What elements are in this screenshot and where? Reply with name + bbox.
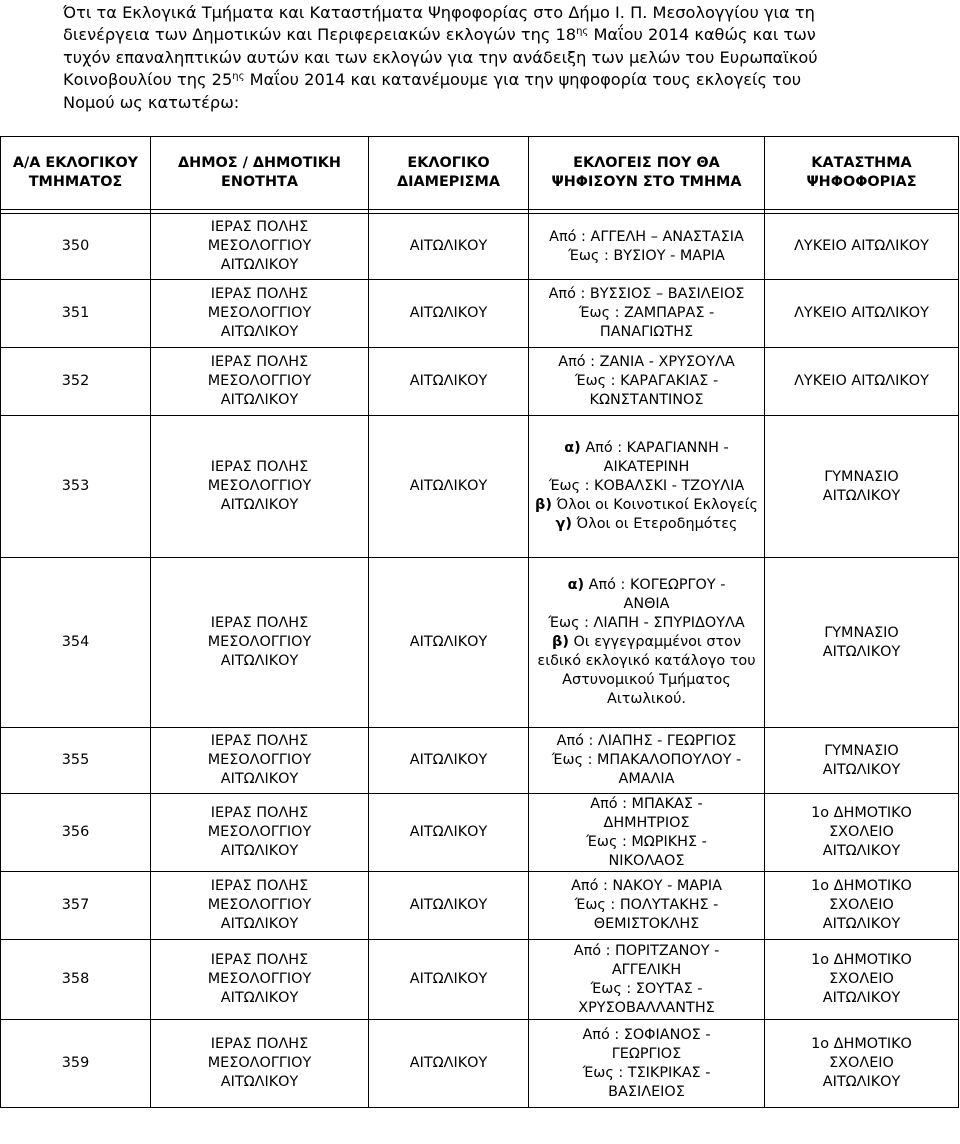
voters-line: [533, 652, 760, 671]
municipality-line: ΙΕΡΑΣ ΠΟΛΗΣ: [210, 354, 309, 370]
district-cell: ΑΙΤΩΛΙΚΟΥ: [369, 416, 529, 558]
municipality-line: ΙΕΡΑΣ ΠΟΛΗΣ: [210, 286, 309, 302]
municipality-cell: [151, 1020, 369, 1108]
municipality-line: ΙΕΡΑΣ ΠΟΛΗΣ: [210, 805, 309, 821]
municipality-cell: [151, 214, 369, 280]
list-marker: β): [552, 634, 569, 650]
municipality-line: ΜΕΣΟΛΟΓΓΙΟΥ: [207, 971, 312, 987]
list-marker: α): [564, 440, 581, 456]
district-cell: ΑΙΤΩΛΙΚΟΥ: [369, 348, 529, 416]
voters-cell: [529, 728, 765, 794]
table-row: [1, 940, 959, 1020]
polling-place-line: ΑΙΤΩΛΙΚΟΥ: [822, 843, 901, 859]
header-diamerisma: ΕΚΛΟΓΙΚΟ ΔΙΑΜΕΡΙΣΜΑ: [369, 137, 529, 210]
list-marker: β): [535, 497, 552, 513]
municipality-line: ΙΕΡΑΣ ΠΟΛΗΣ: [210, 459, 309, 475]
voters-line: [533, 515, 760, 534]
polling-place-cell: [765, 280, 959, 348]
section-number-cell: 358: [1, 940, 151, 1020]
voters-text: ΠΑΝΑΓΙΩΤΗΣ: [599, 324, 694, 340]
municipality-line: ΑΙΤΩΛΙΚΟΥ: [220, 257, 299, 273]
voters-line: [533, 795, 760, 814]
polling-stations-table: [0, 136, 959, 1108]
voters-line: [533, 1083, 760, 1102]
voters-text: Έως : ΣΟΥΤΑΣ -: [590, 980, 703, 997]
voters-text: ΑΜΑΛΙΑ: [618, 771, 675, 787]
table-header-row: [1, 137, 959, 210]
municipality-cell: [151, 728, 369, 794]
voters-line: [533, 496, 760, 515]
table-row: [1, 558, 959, 728]
voters-line: [533, 228, 760, 247]
voters-line: [533, 304, 760, 323]
voters-line: [533, 633, 760, 652]
table-row: [1, 794, 959, 872]
table-row: [1, 1020, 959, 1108]
voters-line: [533, 751, 760, 770]
intro-paragraph: [63, 2, 943, 114]
section-number-cell: 350: [1, 214, 151, 280]
voters-text: Από : ΝΑΚΟΥ - ΜΑΡΙΑ: [571, 878, 722, 894]
voters-text: Έως : ΜΩΡΙΚΗΣ -: [586, 833, 707, 850]
header-katastima: ΚΑΤΑΣΤΗΜΑ ΨΗΦΟΦΟΡΙΑΣ: [765, 137, 959, 210]
voters-text: Από : ΛΙΑΠΗΣ - ΓΕΩΡΓΙΟΣ: [556, 733, 737, 749]
polling-place-line: ΓΥΜΝΑΣΙΟ: [824, 468, 899, 485]
municipality-line: ΜΕΣΟΛΟΓΓΙΟΥ: [207, 1055, 312, 1071]
polling-place-line: ΣΧΟΛΕΙΟ: [829, 1055, 894, 1071]
municipality-line: ΑΙΤΩΛΙΚΟΥ: [220, 843, 299, 859]
polling-place-line: ΛΥΚΕΙΟ ΑΙΤΩΛΙΚΟΥ: [794, 305, 929, 321]
polling-place-cell: [765, 940, 959, 1020]
municipality-line: ΑΙΤΩΛΙΚΟΥ: [220, 497, 299, 513]
district-cell: ΑΙΤΩΛΙΚΟΥ: [369, 280, 529, 348]
municipality-cell: [151, 348, 369, 416]
voters-line: [533, 833, 760, 852]
polling-place-line: ΓΥΜΝΑΣΙΟ: [824, 624, 899, 641]
polling-place-cell: [765, 416, 959, 558]
municipality-line: ΜΕΣΟΛΟΓΓΙΟΥ: [207, 634, 312, 650]
district-cell: ΑΙΤΩΛΙΚΟΥ: [369, 728, 529, 794]
voters-text: ΧΡΥΣΟΒΑΛΛΑΝΤΗΣ: [578, 999, 715, 1016]
polling-place-line: ΑΙΤΩΛΙΚΟΥ: [822, 643, 901, 660]
voters-line: [533, 852, 760, 871]
municipality-line: ΙΕΡΑΣ ΠΟΛΗΣ: [210, 615, 309, 631]
voters-line: [533, 1064, 760, 1083]
voters-text: ΑΙΚΑΤΕΡΙΝΗ: [603, 459, 690, 475]
intro-line: διενέργεια των Δημοτικών και Περιφερειακών εκλογών της $18^{\eta\varsigma}$ Μαΐου 2014 καθώς και των: [63, 25, 816, 45]
voters-text: Έως : ΒΥΣΙΟΥ - ΜΑΡΙΑ: [568, 247, 725, 264]
voters-text: Από : ΖΑΝΙΑ - ΧΡΥΣΟΥΛΑ: [558, 354, 735, 370]
municipality-line: ΜΕΣΟΛΟΓΓΙΟΥ: [207, 305, 312, 321]
municipality-line: ΜΕΣΟΛΟΓΓΙΟΥ: [207, 897, 312, 913]
voters-text: Αστυνομικού Τμήματος: [562, 672, 731, 688]
table-row: [1, 348, 959, 416]
section-number-cell: 352: [1, 348, 151, 416]
voters-line: [533, 595, 760, 614]
district-cell: ΑΙΤΩΛΙΚΟΥ: [369, 872, 529, 940]
voters-line: [533, 999, 760, 1018]
polling-place-cell: [765, 1020, 959, 1108]
polling-place-line: 1ο ΔΗΜΟΤΙΚΟ: [811, 952, 912, 968]
voters-line: [533, 732, 760, 751]
voters-text: ΓΕΩΡΓΙΟΣ: [611, 1045, 682, 1062]
municipality-line: ΑΙΤΩΛΙΚΟΥ: [220, 916, 299, 932]
polling-place-cell: [765, 558, 959, 728]
list-marker: α): [567, 577, 585, 593]
polling-place-line: ΑΙΤΩΛΙΚΟΥ: [822, 990, 901, 1006]
polling-place-line: ΛΥΚΕΙΟ ΑΙΤΩΛΙΚΟΥ: [794, 373, 929, 389]
voters-line: [533, 1026, 760, 1045]
header-aa: Α/Α ΕΚΛΟΓΙΚΟΥ ΤΜΗΜΑΤΟΣ: [1, 137, 151, 210]
voters-line: [533, 915, 760, 934]
voters-text: Έως : ΚΟΒΑΛΣΚΙ - ΤΖΟΥΛΙΑ: [548, 478, 745, 494]
voters-text: Από : ΒΥΣΣΙΟΣ – ΒΑΣΙΛΕΙΟΣ: [548, 286, 745, 302]
voters-line: [533, 877, 760, 896]
municipality-line: ΙΕΡΑΣ ΠΟΛΗΣ: [210, 878, 309, 894]
voters-line: [533, 323, 760, 342]
section-number-cell: 353: [1, 416, 151, 558]
voters-cell: [529, 872, 765, 940]
voters-cell: [529, 794, 765, 872]
voters-line: [533, 814, 760, 833]
voters-text: Από : ΚΑΡΑΓΙΑΝΝΗ -: [580, 440, 729, 456]
polling-place-line: ΑΙΤΩΛΙΚΟΥ: [822, 916, 901, 932]
municipality-line: ΑΙΤΩΛΙΚΟΥ: [220, 324, 299, 340]
polling-place-cell: [765, 872, 959, 940]
table-row: [1, 416, 959, 558]
voters-text: Έως : ΜΠΑΚΑΛΟΠΟΥΛΟΥ -: [551, 752, 742, 768]
polling-place-cell: [765, 214, 959, 280]
voters-text: ΑΝΘΙΑ: [623, 596, 670, 612]
polling-place-line: ΣΧΟΛΕΙΟ: [829, 971, 894, 987]
voters-line: [533, 391, 760, 410]
polling-place-cell: [765, 728, 959, 794]
polling-place-line: 1ο ΔΗΜΟΤΙΚΟ: [811, 878, 912, 894]
municipality-line: ΑΙΤΩΛΙΚΟΥ: [220, 990, 299, 1006]
municipality-line: ΑΙΤΩΛΙΚΟΥ: [220, 1074, 299, 1090]
polling-place-line: ΣΧΟΛΕΙΟ: [829, 824, 894, 840]
table-row: [1, 728, 959, 794]
voters-cell: [529, 348, 765, 416]
voters-line: [533, 372, 760, 391]
voters-text: Από : ΜΠΑΚΑΣ -: [590, 795, 703, 812]
voters-line: [533, 980, 760, 999]
voters-text: Έως : ΚΑΡΑΓΑΚΙΑΣ -: [574, 373, 719, 389]
polling-place-line: ΑΙΤΩΛΙΚΟΥ: [822, 1074, 901, 1090]
header-voters: ΕΚΛΟΓΕΙΣ ΠΟΥ ΘΑ ΨΗΦΙΣΟΥΝ ΣΤΟ ΤΜΗΜΑ: [529, 137, 765, 210]
polling-place-cell: [765, 794, 959, 872]
list-marker: γ): [555, 516, 572, 532]
municipality-line: ΜΕΣΟΛΟΓΓΙΟΥ: [207, 752, 312, 768]
municipality-line: ΑΙΤΩΛΙΚΟΥ: [220, 653, 299, 669]
voters-text: Οι εγγεγραμμένοι στον: [568, 634, 741, 650]
voters-text: Αιτωλικού.: [606, 691, 686, 707]
voters-text: Όλοι οι Κοινοτικοί Εκλογείς: [551, 497, 758, 513]
voters-text: Από : ΣΟΦΙΑΝΟΣ -: [582, 1026, 711, 1043]
district-cell: ΑΙΤΩΛΙΚΟΥ: [369, 794, 529, 872]
district-cell: ΑΙΤΩΛΙΚΟΥ: [369, 1020, 529, 1108]
district-cell: ΑΙΤΩΛΙΚΟΥ: [369, 940, 529, 1020]
voters-text: ΚΩΝΣΤΑΝΤΙΝΟΣ: [589, 392, 704, 408]
voters-text: Έως : ΤΣΙΚΡΙΚΑΣ -: [582, 1064, 711, 1081]
section-number-cell: 355: [1, 728, 151, 794]
polling-place-cell: [765, 348, 959, 416]
polling-place-line: ΛΥΚΕΙΟ ΑΙΤΩΛΙΚΟΥ: [794, 238, 929, 254]
municipality-line: ΙΕΡΑΣ ΠΟΛΗΣ: [210, 219, 309, 235]
polling-place-line: ΓΥΜΝΑΣΙΟ: [824, 742, 899, 759]
voters-text: ΒΑΣΙΛΕΙΟΣ: [608, 1083, 685, 1100]
voters-cell: [529, 416, 765, 558]
municipality-line: ΙΕΡΑΣ ΠΟΛΗΣ: [210, 1036, 309, 1052]
intro-line: Κοινοβουλίου της $25^{\eta\varsigma}$ Μαΐου 2014 και κατανέμουμε για την ψηφοφορία τους εκλογείς του: [63, 70, 802, 90]
municipality-line: ΑΙΤΩΛΙΚΟΥ: [220, 392, 299, 408]
municipality-line: ΑΙΤΩΛΙΚΟΥ: [220, 771, 299, 787]
voters-text: Έως : ΖΑΜΠΑΡΑΣ -: [578, 305, 715, 321]
voters-line: [533, 439, 760, 458]
voters-line: [533, 576, 760, 595]
voters-cell: [529, 558, 765, 728]
municipality-line: ΜΕΣΟΛΟΓΓΙΟΥ: [207, 824, 312, 840]
municipality-cell: [151, 940, 369, 1020]
polling-place-line: 1ο ΔΗΜΟΤΙΚΟ: [811, 1036, 912, 1052]
municipality-cell: [151, 280, 369, 348]
district-cell: ΑΙΤΩΛΙΚΟΥ: [369, 558, 529, 728]
polling-place-line: ΑΙΤΩΛΙΚΟΥ: [822, 487, 901, 504]
voters-line: [533, 353, 760, 372]
intro-line: Νομού ως κατωτέρω:: [63, 92, 240, 112]
table-body: [1, 210, 959, 1108]
voters-line: [533, 285, 760, 304]
voters-text: Όλοι οι Ετεροδημότες: [571, 516, 738, 532]
section-number-cell: 354: [1, 558, 151, 728]
section-number-cell: 359: [1, 1020, 151, 1108]
voters-cell: [529, 1020, 765, 1108]
voters-line: [533, 247, 760, 266]
table-row: [1, 280, 959, 348]
table-row: [1, 214, 959, 280]
voters-cell: [529, 280, 765, 348]
voters-text: Έως : ΠΟΛΥΤΑΚΗΣ -: [574, 897, 719, 913]
voters-line: [533, 614, 760, 633]
section-number-cell: 351: [1, 280, 151, 348]
voters-text: Από : ΑΓΓΕΛΗ – ΑΝΑΣΤΑΣΙΑ: [549, 228, 744, 245]
intro-line: Ότι τα Εκλογικά Τμήματα και Καταστήματα Ψηφοφορίας στο Δήμο Ι. Π. Μεσολογγίου για τη: [63, 3, 815, 22]
voters-line: [533, 1045, 760, 1064]
voters-text: Έως : ΛΙΑΠΗ - ΣΠΥΡΙΔΟΥΛΑ: [548, 615, 745, 631]
polling-place-line: ΑΙΤΩΛΙΚΟΥ: [822, 761, 901, 778]
voters-text: Από : ΠΟΡΙΤΖΑΝΟΥ -: [573, 942, 720, 959]
polling-place-line: ΣΧΟΛΕΙΟ: [829, 897, 894, 913]
district-cell: ΑΙΤΩΛΙΚΟΥ: [369, 214, 529, 280]
voters-text: ειδικό εκλογικό κατάλογο του: [537, 653, 756, 669]
voters-text: ΔΗΜΗΤΡΙΟΣ: [603, 814, 690, 831]
header-dimos: ΔΗΜΟΣ / ΔΗΜΟΤΙΚΗ ΕΝΟΤΗΤΑ: [151, 137, 369, 210]
municipality-cell: [151, 794, 369, 872]
voters-line: [533, 690, 760, 709]
voters-line: [533, 896, 760, 915]
municipality-cell: [151, 872, 369, 940]
municipality-line: ΜΕΣΟΛΟΓΓΙΟΥ: [207, 238, 312, 254]
voters-cell: [529, 214, 765, 280]
municipality-cell: [151, 558, 369, 728]
section-number-cell: 357: [1, 872, 151, 940]
voters-text: ΘΕΜΙΣΤΟΚΛΗΣ: [593, 916, 700, 932]
voters-line: [533, 458, 760, 477]
voters-line: [533, 477, 760, 496]
section-number-cell: 356: [1, 794, 151, 872]
voters-line: [533, 770, 760, 789]
municipality-cell: [151, 416, 369, 558]
voters-text: Από : ΚΟΓΕΩΡΓΟΥ -: [584, 577, 726, 593]
voters-line: [533, 961, 760, 980]
voters-line: [533, 671, 760, 690]
municipality-line: ΜΕΣΟΛΟΓΓΙΟΥ: [207, 478, 312, 494]
municipality-line: ΙΕΡΑΣ ΠΟΛΗΣ: [210, 952, 309, 968]
voters-line: [533, 942, 760, 961]
polling-place-line: 1ο ΔΗΜΟΤΙΚΟ: [811, 805, 912, 821]
voters-text: ΑΓΓΕΛΙΚΗ: [611, 961, 682, 978]
voters-text: ΝΙΚΟΛΑΟΣ: [608, 852, 685, 869]
table-row: [1, 872, 959, 940]
voters-cell: [529, 940, 765, 1020]
municipality-line: ΙΕΡΑΣ ΠΟΛΗΣ: [210, 733, 309, 749]
intro-line: τυχόν επαναληπτικών αυτών και των εκλογών για την ανάδειξη των μελών του Ευρωπαϊκού: [63, 47, 818, 67]
municipality-line: ΜΕΣΟΛΟΓΓΙΟΥ: [207, 373, 312, 389]
